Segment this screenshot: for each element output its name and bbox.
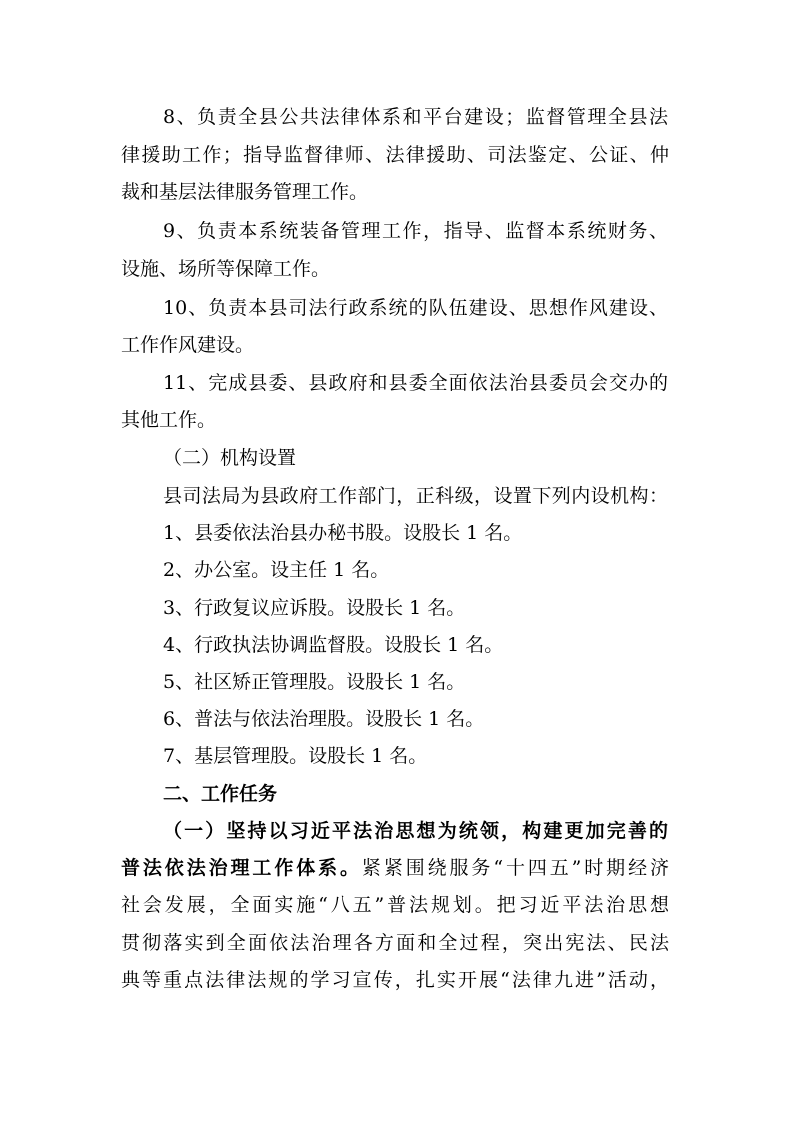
org-intro: 县司法局为县政府工作部门，正科级，设置下列内设机构： [163, 485, 668, 507]
task-1-line-2-rest: 紧紧围绕服务“十四五”时期经济 [361, 857, 669, 879]
org-unit-5: 5、社区矫正管理股。设股长 1 名。 [163, 671, 466, 693]
task-1-line-3: 社会发展，全面实施“八五”普法规划。把习近平法治思想 [121, 894, 669, 916]
item-10-line-2: 工作作风建设。 [121, 334, 255, 356]
org-unit-1: 1、县委依法治县办秘书股。设股长 1 名。 [163, 522, 523, 544]
org-unit-3: 3、行政复议应诉股。设股长 1 名。 [163, 597, 466, 619]
task-1-line-5: 典等重点法律法规的学习宣传，扎实开展“法律九进”活动， [121, 969, 669, 991]
task-1-line-4: 贯彻落实到全面依法治理各方面和全过程，突出宪法、民法 [121, 932, 669, 954]
task-1-heading-line: （一）坚持以习近平法治思想为统领，构建更加完善的 [163, 820, 668, 842]
item-8-line-3: 裁和基层法律服务管理工作。 [121, 181, 369, 203]
org-unit-6: 6、普法与依法治理股。设股长 1 名。 [163, 708, 485, 730]
org-unit-4: 4、行政执法协调监督股。设股长 1 名。 [163, 634, 504, 656]
tasks-heading: 二、工作任务 [163, 783, 278, 805]
org-unit-7: 7、基层管理股。设股长 1 名。 [163, 745, 428, 767]
task-1-line-2 [121, 848, 669, 888]
item-11-line-2: 其他工作。 [121, 409, 217, 431]
item-8-line-1: 8、负责全县公共法律体系和平台建设；监督管理全县法 [163, 106, 668, 128]
item-11-line-1: 11、完成县委、县政府和县委全面依法治县委员会交办的 [163, 372, 668, 394]
item-8-line-2: 律援助工作；指导监督律师、法律援助、司法鉴定、公证、仲 [121, 144, 669, 166]
item-10-line-1: 10、负责本县司法行政系统的队伍建设、思想作风建设、 [163, 297, 668, 319]
item-9-line-2: 设施、场所等保障工作。 [121, 258, 331, 280]
org-heading: （二）机构设置 [163, 447, 297, 469]
item-9-line-1: 9、负责本系统装备管理工作，指导、监督本系统财务、 [163, 220, 668, 242]
task-1-bold-run: 普法依法治理工作体系。 [121, 857, 362, 879]
org-unit-2: 2、办公室。设主任 1 名。 [163, 559, 390, 581]
